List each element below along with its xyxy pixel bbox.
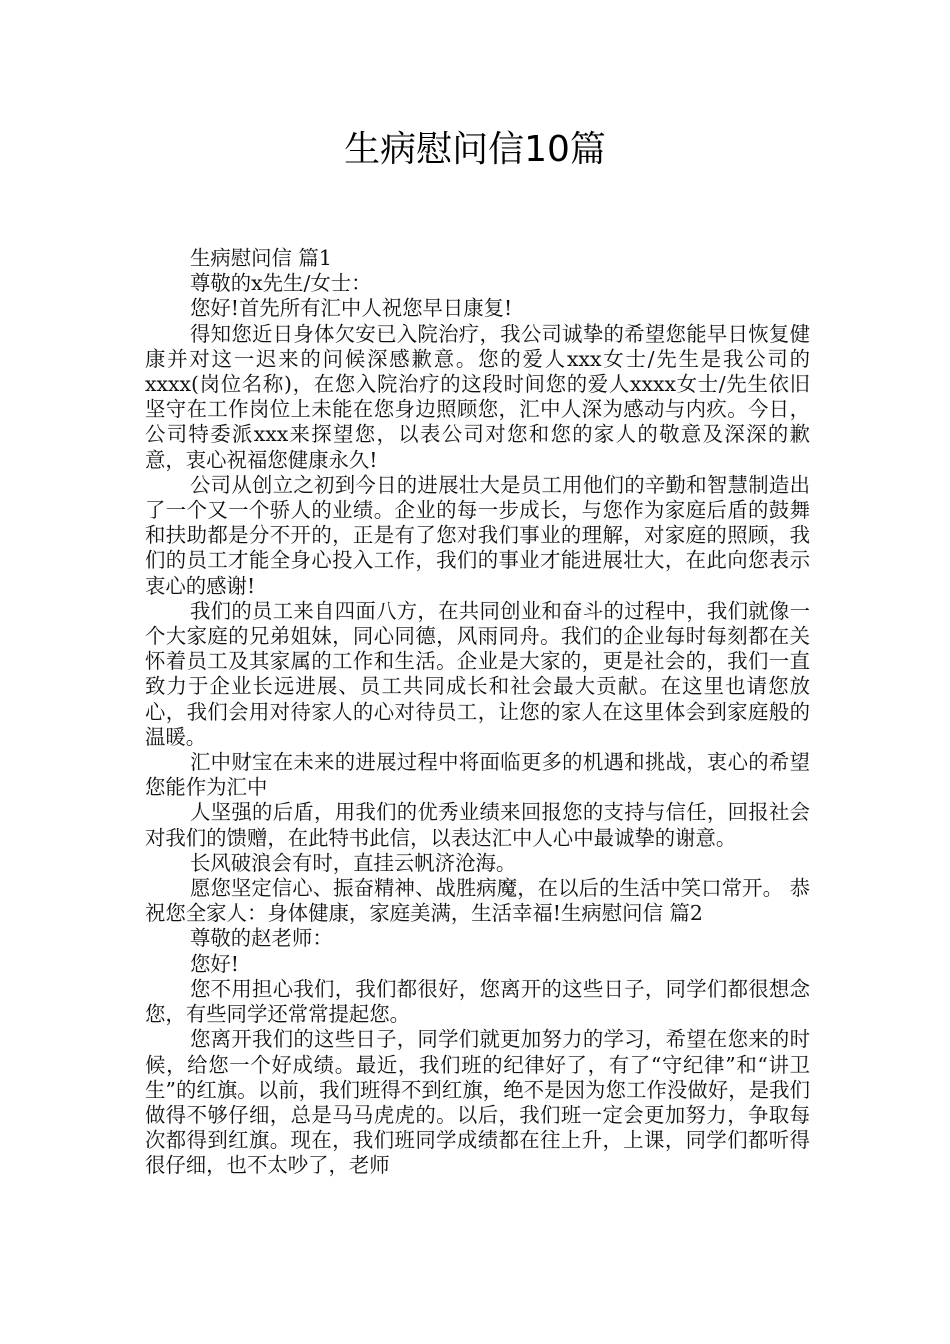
paragraph: 公司从创立之初到今日的进展壮大是员工用他们的辛勤和智慧制造出了一个又一个骄人的业绩。企业的每一步成长，与您作为家庭后盾的鼓舞和扶助都是分不开的，正是有了您对我们事业的理解，对家庭的照顾，我们的员工才能全身心投入工作，我们的事业才能进展壮大，在此向您表示衷心的感谢! — [145, 472, 810, 598]
paragraph: 得知您近日身体欠安已入院治疗，我公司诚挚的希望您能早日恢复健康并对这一迟来的问候深感歉意。您的爱人xxx女士/先生是我公司的xxxx(岗位名称)，在您入院治疗的这段时间您的爱人xxxx女士/先生依旧坚守在工作岗位上未能在您身边照顾您，汇中人深为感动与内疚。今日，公司特委派xxx来探望您，以表公司对您和您的家人的敬意及深深的歉意，衷心祝福您健康永久! — [145, 321, 810, 472]
salutation-1: 尊敬的x先生/女士： — [190, 271, 372, 296]
paragraph: 您不用担心我们，我们都很好，您离开的这些日子，同学们都很想念您，有些同学还常常提起您。 — [145, 976, 810, 1027]
document-title: 生病慰问信10篇 — [344, 129, 606, 170]
greeting-2: 您好! — [190, 951, 239, 976]
section-heading-1: 生病慰问信 篇1 — [190, 246, 332, 270]
paragraph: 人坚强的后盾，用我们的优秀业绩来回报您的支持与信任，回报社会对我们的馈赠，在此特书此信，以表达汇中人心中最诚挚的谢意。 — [145, 800, 810, 850]
paragraph: 汇中财宝在未来的进展过程中将面临更多的机遇和挑战，衷心的希望您能作为汇中 — [145, 750, 810, 800]
paragraph: 我们的员工来自四面八方，在共同创业和奋斗的过程中，我们就像一个大家庭的兄弟姐妹，同心同德，风雨同舟。我们的企业每时每刻都在关怀着员工及其家属的工作和生活。企业是大家的，更是社会的，我们一直致力于企业长远进展、员工共同成长和社会最大贡献。在这里也请您放心，我们会用对待家人的心对待员工，让您的家人在这里体会到家庭般的温暖。 — [145, 598, 810, 749]
document-body — [145, 246, 810, 1179]
paragraph: 长风破浪会有时，直挂云帆济沧海。 — [190, 850, 517, 875]
paragraph: 您离开我们的这些日子，同学们就更加努力的学习，希望在您来的时候，给您一个好成绩。最近，我们班的纪律好了，有了“守纪律”和“讲卫生”的红旗。以前，我们班得不到红旗，绝不是因为您工作没做好，是我们做得不够仔细，总是马马虎虎的。以后，我们班一定会更加努力，争取每次都得到红旗。现在，我们班同学成绩都在往上升，上课，同学们都听得很仔细，也不太吵了，老师 — [145, 1027, 810, 1178]
paragraph: 愿您坚定信心、振奋精神、战胜病魔，在以后的生活中笑口常开。 恭祝您全家人：身体健康，家庭美满，生活幸福!生病慰问信 篇2 — [145, 876, 810, 926]
salutation-2: 尊敬的赵老师： — [190, 926, 333, 951]
greeting-1: 您好!首先所有汇中人祝您早日康复! — [190, 296, 513, 321]
